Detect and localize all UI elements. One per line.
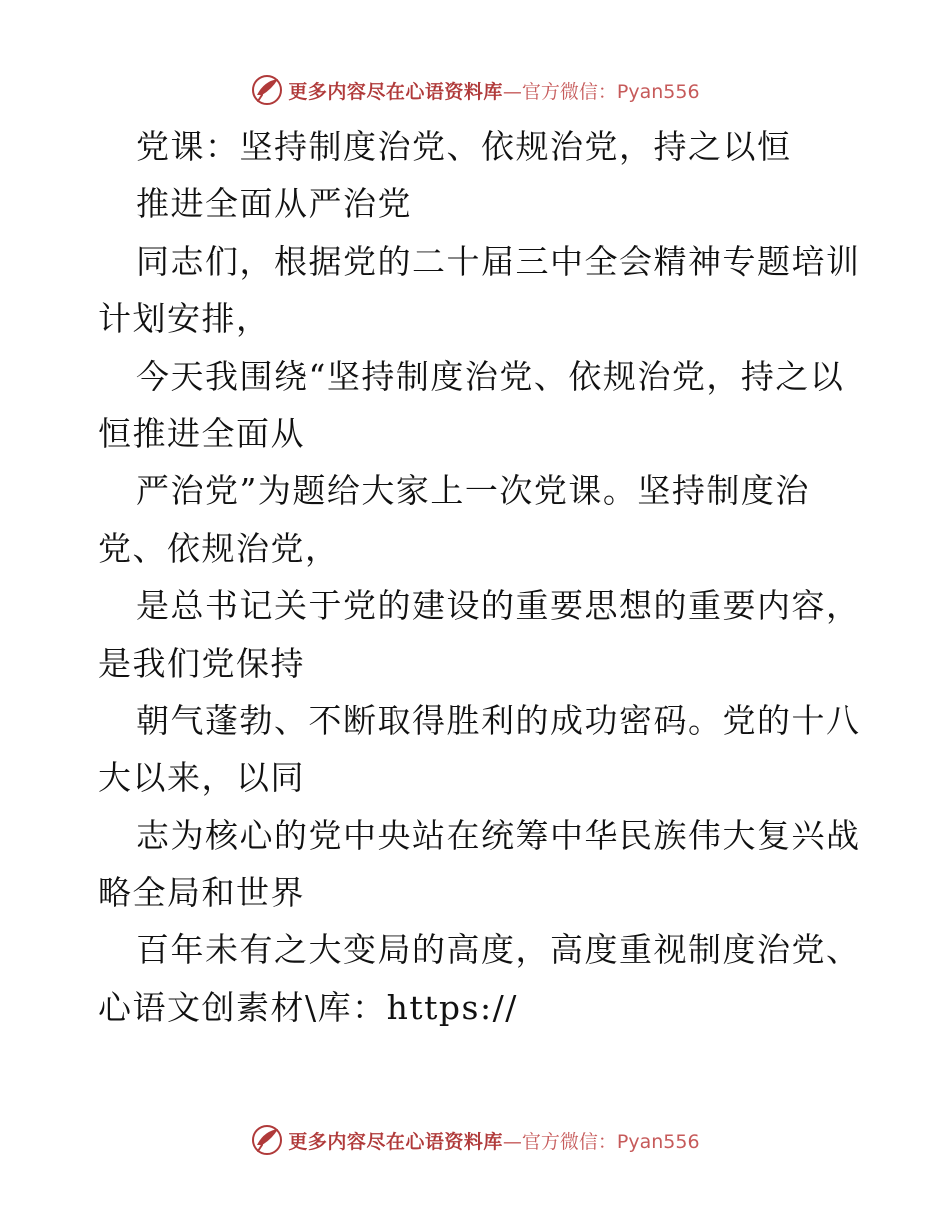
document-line: 恒推进全面从 — [98, 413, 305, 453]
document-line: 是我们党保持 — [98, 643, 305, 683]
document-line: 今天我围绕“坚持制度治党、依规治党，持之以 — [136, 356, 845, 396]
header-banner-wechat: —官方微信：Pyan556 — [502, 80, 700, 103]
header-watermark-banner — [0, 70, 950, 110]
footer-watermark-banner — [0, 1120, 950, 1160]
document-line: 党、依规治党， — [98, 528, 340, 568]
document-line: 是总书记关于党的建设的重要思想的重要内容， — [136, 586, 861, 626]
document-body — [98, 118, 861, 1036]
document-line: 朝气蓬勃、不断取得胜利的成功密码。党的十八 — [136, 700, 861, 740]
document-line: 百年未有之大变局的高度，高度重视制度治党、 — [136, 930, 861, 970]
footer-banner-text: 更多内容尽在心语资料库 — [288, 1130, 503, 1153]
document-line: 大以来，以同 — [98, 758, 305, 798]
document-line: 推进全面从严治党 — [136, 184, 412, 224]
document-line: 心语文创素材\库：https:// — [98, 987, 518, 1027]
document-line: 计划安排， — [98, 299, 271, 339]
document-line: 同志们，根据党的二十届三中全会精神专题培训 — [136, 241, 861, 281]
quill-pen-logo-icon — [250, 73, 284, 107]
header-banner-text: 更多内容尽在心语资料库 — [288, 80, 503, 103]
document-line: 略全局和世界 — [98, 873, 305, 913]
document-line: 严治党”为题给大家上一次党课。坚持制度治 — [136, 471, 810, 511]
quill-pen-logo-icon — [250, 1123, 284, 1157]
document-line: 党课：坚持制度治党、依规治党，持之以恒 — [136, 127, 792, 166]
footer-banner-wechat: —官方微信：Pyan556 — [502, 1130, 700, 1153]
document-line: 志为核心的党中央站在统筹中华民族伟大复兴战 — [136, 815, 861, 855]
